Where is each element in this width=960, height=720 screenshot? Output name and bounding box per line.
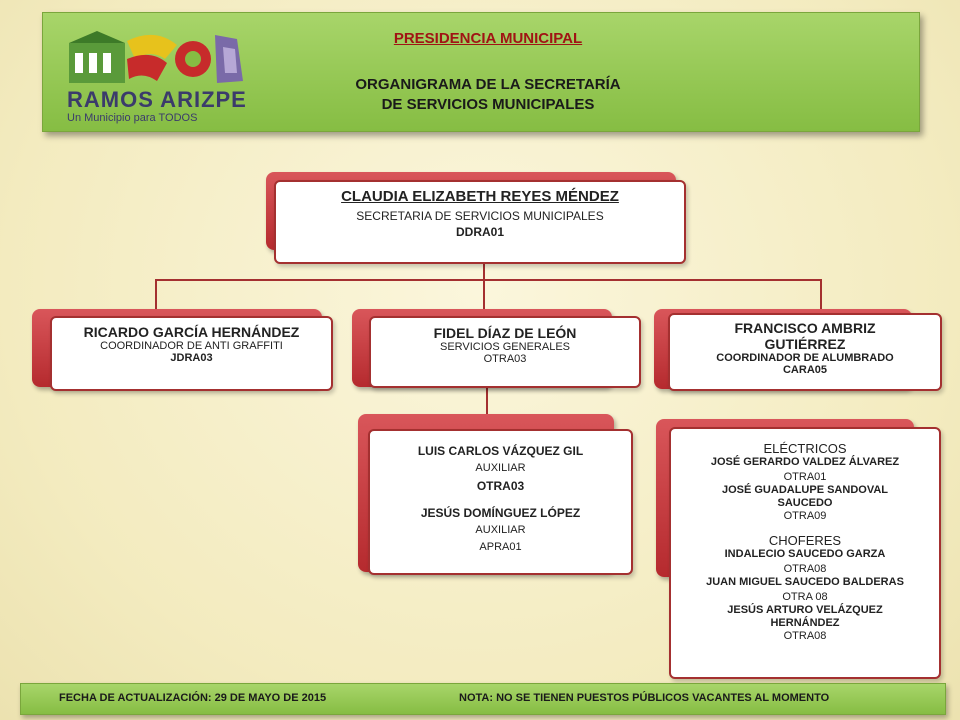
municipality-logo [65,29,255,124]
right-staff-card [669,427,941,679]
left-node-code: JDRA03 [170,352,213,364]
middle-node-card [369,316,641,388]
footer-note: NOTA: NO SE TIENEN PUESTOS PÚBLICOS VACANTES AL MOMENTO [459,692,830,704]
left-node-name: RICARDO GARCÍA HERNÁNDEZ [83,324,300,340]
staff-1-role: AUXILIAR [475,462,526,474]
connector-left-drop [155,279,157,309]
connector-top-vertical [483,262,485,280]
choferes-p2-code: OTRA 08 [782,591,828,603]
logo-tagline: Un Municipio para TODOS [67,112,198,124]
staff-1-name: LUIS CARLOS VÁZQUEZ GIL [417,444,584,458]
connector-horizontal [155,279,822,281]
right-node-card [668,313,942,391]
logo-emblem-icon [65,29,255,89]
electricos-p1-code: OTRA01 [783,471,827,483]
subtitle-line-1: ORGANIGRAMA DE LA SECRETARÍA [355,76,621,93]
connector-middle-drop [483,279,485,309]
middle-staff-card [368,429,633,575]
middle-node-name: FIDEL DÍAZ DE LEÓN [433,325,577,341]
choferes-p3-name-line1: JESÚS ARTURO VELÁZQUEZ [727,604,883,616]
right-node-role: COORDINADOR DE ALUMBRADO [716,352,894,364]
choferes-p3-name-line2: HERNÁNDEZ [770,617,840,629]
footer-update-date: FECHA DE ACTUALIZACIÓN: 29 DE MAYO DE 2015 [59,692,327,704]
electricos-p2-code: OTRA09 [783,510,827,522]
connector-middle-staff [486,387,488,417]
staff-1-code: OTRA03 [476,479,525,493]
left-node-role: COORDINADOR DE ANTI GRAFFITI [100,340,283,352]
top-node-code: DDRA01 [455,225,504,239]
right-node-name-line2: GUTIÉRREZ [764,336,846,352]
page-title: PRESIDENCIA MUNICIPAL [393,30,583,47]
top-node-name: CLAUDIA ELIZABETH REYES MÉNDEZ [341,188,619,205]
footer-banner [20,683,946,715]
staff-2-role: AUXILIAR [475,524,526,536]
choferes-p3-code: OTRA08 [783,630,827,642]
choferes-p1-name: INDALECIO SAUCEDO GARZA [724,548,886,560]
right-node-code: CARA05 [782,364,827,376]
left-node-card [50,316,333,391]
choferes-p2-name: JUAN MIGUEL SAUCEDO BALDERAS [706,576,904,588]
staff-2-code: APRA01 [479,541,522,553]
choferes-p1-code: OTRA08 [783,563,827,575]
header-banner [42,12,920,132]
electricos-p1-name: JOSÉ GERARDO VALDEZ ÁLVAREZ [710,456,900,468]
top-node-card [274,180,686,264]
right-node-name-line1: FRANCISCO AMBRIZ [734,320,876,336]
middle-node-code: OTRA03 [483,353,527,365]
middle-node-role: SERVICIOS GENERALES [439,341,570,353]
staff-2-name: JESÚS DOMÍNGUEZ LÓPEZ [420,506,581,520]
electricos-p2-name-line2: SAUCEDO [777,497,833,509]
connector-right-drop [820,279,822,309]
logo-wordmark: RAMOS ARIZPE [67,87,247,112]
page-subtitle [283,75,693,115]
subtitle-line-2: DE SERVICIOS MUNICIPALES [381,96,595,113]
top-node-role: SECRETARIA DE SERVICIOS MUNICIPALES [356,209,604,223]
choferes-heading: CHOFERES [768,533,842,548]
electricos-heading: ELÉCTRICOS [763,441,847,456]
electricos-p2-name-line1: JOSÉ GUADALUPE SANDOVAL [721,484,889,496]
